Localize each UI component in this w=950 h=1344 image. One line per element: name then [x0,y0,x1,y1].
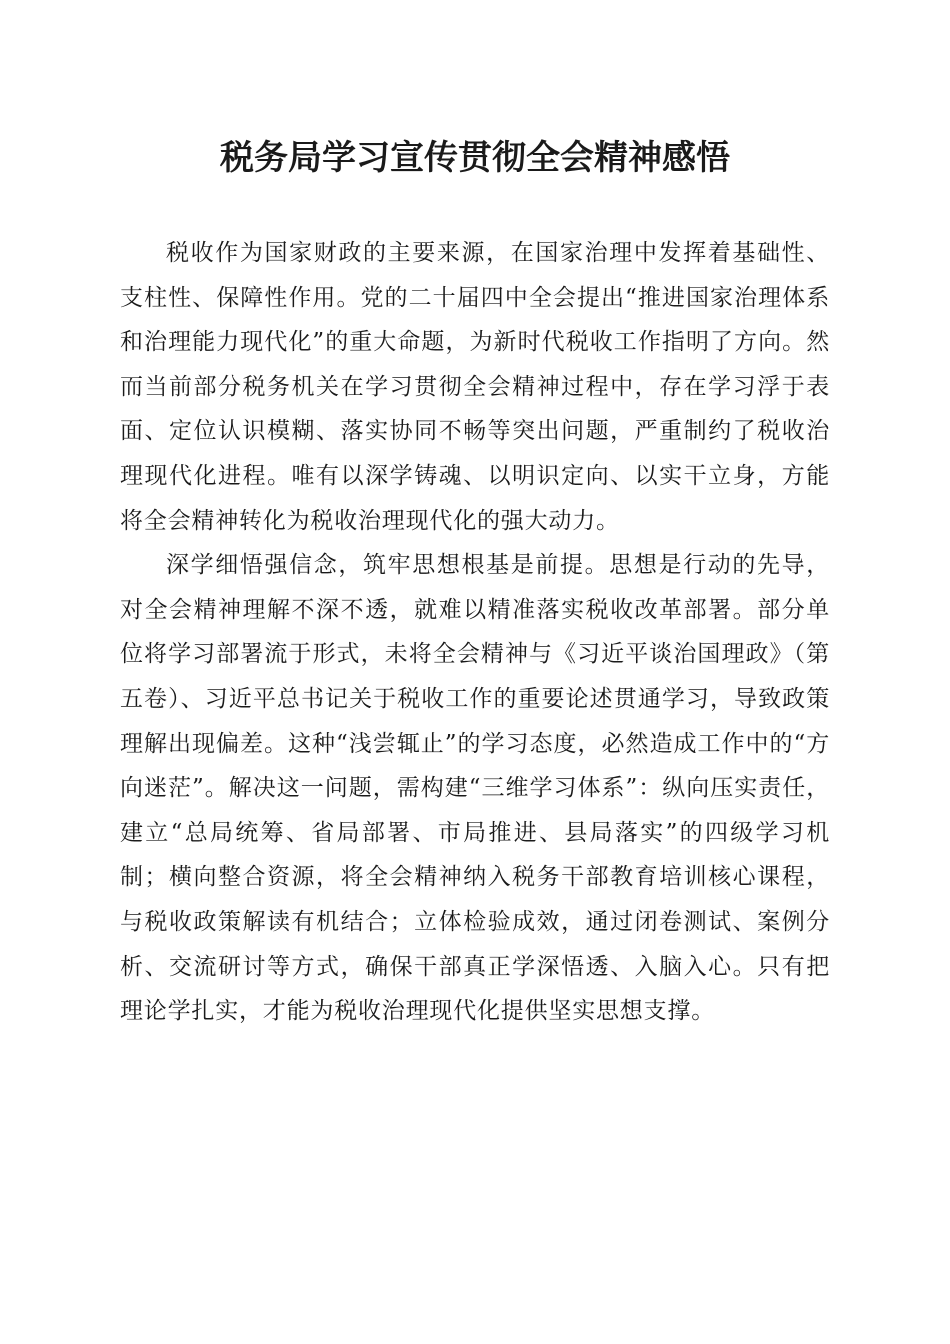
document-title: 税务局学习宣传贯彻全会精神感悟 [220,138,730,178]
paragraph-2: 深学细悟强信念，筑牢思想根基是前提。思想是行动的先导，对全会精神理解不深不透，就难以精准落实税收改革部署。部分单位将学习部署流于形式，未将全会精神与《习近平谈治国理政》（第五卷）、习近平总书记关于税收工作的重要论述贯通学习，导致政策理解出现偏差。这种“浅尝辄止”的学习态度，必然造成工作中的“方向迷茫”。解决这一问题，需构建“三维学习体系”：纵向压实责任，建立“总局统筹、省局部署、市局推进、县局落实”的四级学习机制；横向整合资源，将全会精神纳入税务干部教育培训核心课程，与税收政策解读有机结合；立体检验成效，通过闭卷测试、案例分析、交流研讨等方式，确保干部真正学深悟透、入脑入心。只有把理论学扎实，才能为税收治理现代化提供坚实思想支撑。 [120,552,830,1025]
document-body [120,231,830,1034]
paragraph-1: 税收作为国家财政的主要来源，在国家治理中发挥着基础性、支柱性、保障性作用。党的二十届四中全会提出“推进国家治理体系和治理能力现代化”的重大命题，为新时代税收工作指明了方向。然而当前部分税务机关在学习贯彻全会精神过程中，存在学习浮于表面、定位认识模糊、落实协同不畅等突出问题，严重制约了税收治理现代化进程。唯有以深学铸魂、以明识定向、以实干立身，方能将全会精神转化为税收治理现代化的强大动力。 [120,240,830,534]
